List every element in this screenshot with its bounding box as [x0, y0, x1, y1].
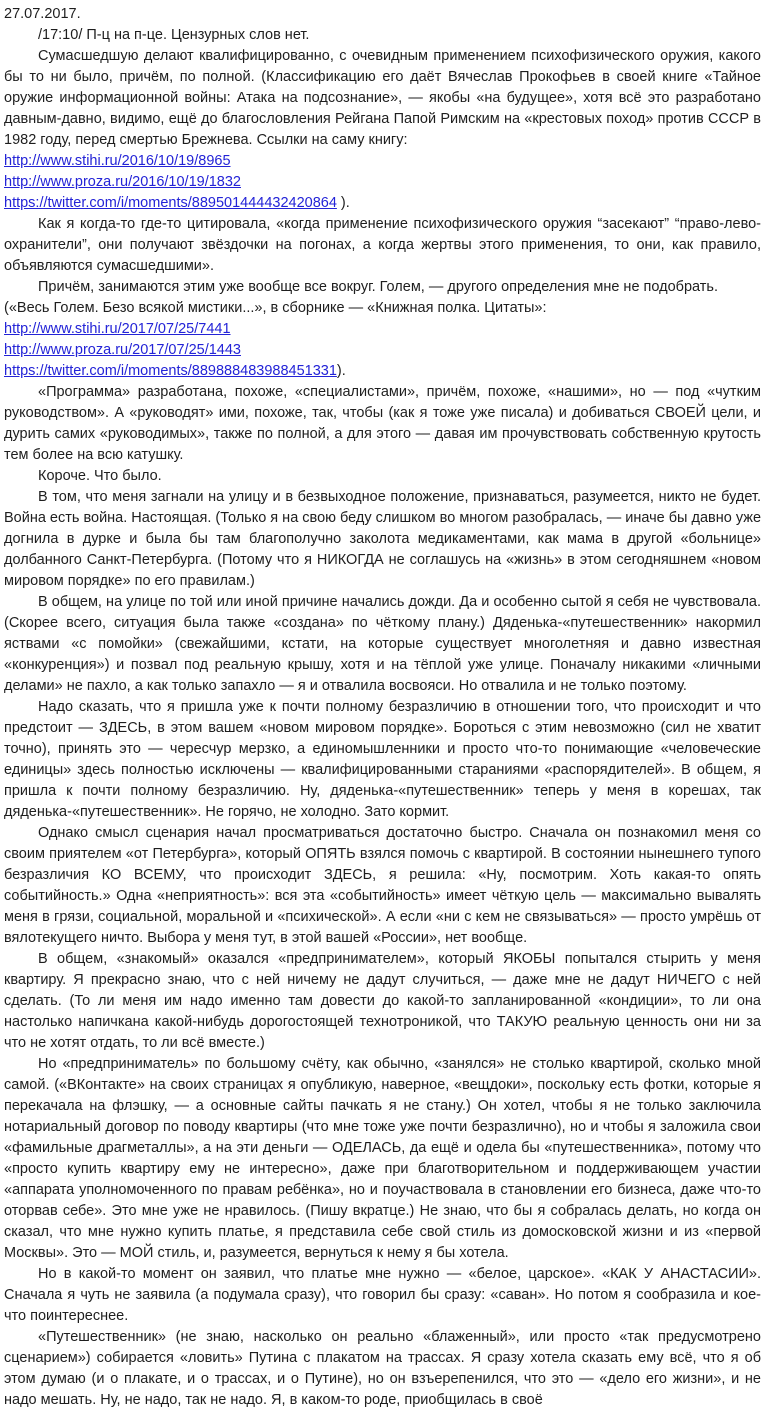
paragraph: Причём, занимаются этим уже вообще все вокруг. Голем, — другого определения мне не подобрать.: [38, 279, 718, 295]
paragraph: Надо сказать, что я пришла уже к почти полному безразличию в отношении того, что происходит и что предстоит — ЗДЕСЬ, в этом вашем «новом мировом порядке». Бороться с этим невозможно (сил не хватит точно), принять это — чересчур мерзко, а единомышленники и просто что-то понимающие «человеческие единицы» здесь полностью исключены — квалифицированными стараниями «распорядителей». В общем, я пришла к почти полному безразличию. Ну, дяденька-«путешественник» теперь у меня в корешах, так дяденька-«путешественник». Не горячо, не холодно. Зато кормит.: [4, 699, 761, 820]
link-suffix: ).: [336, 195, 350, 211]
paragraph: /17:10/ П-ц на п-це. Цензурных слов нет.: [38, 27, 310, 43]
link-line: [4, 340, 761, 361]
paragraph: В общем, «знакомый» оказался «предпринимателем», который ЯКОБЫ попытался стырить у меня квартиру. Я прекрасно знаю, что с ней ничему не дадут случиться, — даже мне не дадут НИЧЕГО с ней сделать. (То ли меня им надо именно там довести до какой-то запланированной «кондиции», то ли она настолько напичкана какой-нибудь дорогостоящей технотроникой, что ТАКУЮ реальную ценность они ни за что не хотят отдать, то ли всё вместе.): [4, 951, 761, 1051]
paragraph: «Программа» разработана, похоже, «специалистами», причём, похоже, «нашими», но — под «чутким руководством». А «руководят» ими, похоже, так, чтобы (как я тоже уже писала) и добиваться СВОЕЙ цели, и дурить самих «руководимых», также по полной, а для этого — давая им прочувствовать собственную крутость тем более на всю катушку.: [4, 384, 761, 463]
paragraph: Сумасшедшую делают квалифицированно, с очевидным применением психофизического оружия, какого бы то ни было, причём, по полной. (Классификацию его даёт Вячеслав Прокофьев в своей книге «Тайное оружие информационной войны: Атака на подсознание», — якобы «на будущее», хотя всё это разработано давным-давно, видимо, ещё до благословления Рейгана Папой Римским на «крестовых поход» против СССР в 1982 году, перед смертью Брежнева. Ссылки на саму книгу:: [4, 48, 761, 148]
hyperlink[interactable]: http://www.stihi.ru/2016/10/19/8965: [4, 153, 231, 169]
paragraph: Как я когда-то где-то цитировала, «когда применение психофизического оружия “засекают” “право-лево-охранители”, они получают звёздочки на погонах, а когда жертвы этого применения, то они, как правило, объявляются сумасшедшими».: [4, 216, 761, 274]
link-line: [4, 319, 761, 340]
link-suffix: ).: [336, 363, 346, 379]
link-line: [4, 151, 761, 172]
paragraph: В общем, на улице по той или иной причине начались дожди. Да и особенно сытой я себя не чувствовала. (Скорее всего, ситуация была также «создана» по чёткому плану.) Дяденька-«путешественник» накормил яствами «с помойки» (свежайшими, кстати, на которые существует многолетняя и давно известная «конкуренция») и позвал под реальную крышу, хотя и на тёплой уже улице. Поначалу никакими «личными делами» не пахло, а как только запахло — я и отвалила восвояси. Но отвалила и не только поэтому.: [4, 594, 761, 694]
link-line: [4, 172, 761, 193]
paragraph: Однако смысл сценария начал просматриваться достаточно быстро. Сначала он познакомил меня со своим приятелем «от Петербурга», который ОПЯТЬ взялся помочь с квартирой. В состоянии нынешнего тупого безразличия КО ВСЕМУ, что происходит ЗДЕСЬ, я решила: «Ну, посмотрим. Хоть какая-то опять событийность.» Одна «неприятность»: вся эта «событийность» имеет чёткую цель — максимально вывалять меня в грязи, социальной, моральной и «психической». А если «ни с кем не связываться» — просто умрёшь от вялотекущего ничто. Выбора у меня тут, в этой вашей «России», нет вообще.: [4, 825, 761, 946]
paragraph: «Путешественник» (не знаю, насколько он реально «блаженный», или просто «так предусмотрено сценарием») собирается «ловить» Путина с плакатом на трассах. Я сразу хотела сказать ему всё, что я об этом думаю (и о плакате, и о трассах, и о Путине), но он взъерепенился, что это — «дело его жизни», и не надо мешать. Ну, не надо, так не надо. Я, в каком-то роде, приобщилась в своё: [4, 1329, 761, 1408]
hyperlink[interactable]: http://www.proza.ru/2017/07/25/1443: [4, 342, 241, 358]
paragraph: Но в какой-то момент он заявил, что платье мне нужно — «белое, царское». «КАК У АНАСТАСИИ». Сначала я чуть не заявила (а подумала сразу), что говорил бы сразу: «саван». Но потом я сообразила и кое-что поинтереснее.: [4, 1266, 761, 1324]
paragraph: В том, что меня загнали на улицу и в безвыходное положение, признаваться, разумеется, никто не будет. Война есть война. Настоящая. (Только я на свою беду слишком во многом разобралась, — иначе бы давно уже догнила в дурке и была бы там благополучно заколота медикаментами, как мама в другой «больнице» долбанного Санкт-Петербурга. (Потому что я НИКОГДА не соглашусь на «жизнь» в этом сегодняшнем «новом мировом порядке» по его правилам.): [4, 489, 762, 589]
link-line: [4, 361, 761, 382]
hyperlink[interactable]: https://twitter.com/i/moments/889888483988451331: [4, 363, 337, 379]
paragraph: Но «предприниматель» по большому счёту, как обычно, «занялся» не столько квартирой, сколько мной самой. («ВКонтакте» на своих страницах я опубликую, наверное, «вещдоки», поскольку есть фотки, которые я перекачала на флэшку, — а основные сайты пачкать я не стану.) Он хотел, чтобы я не только заключила нотариальный договор по поводу квартиры (что мне тоже уже почти безразлично), но и чтобы я заложила свои «фамильные драгметаллы», а на эти деньги — ОДЕЛАСЬ, да ещё и одела бы «путешественника», потому что «просто купить квартиру ему не интересно», даже при благотворительном и поддерживающем участии «аппарата уполномоченного по правам ребёнка», но и поучаствовала в становлении его бизнеса, даже что-то оторвав себе». Это мне уже не нравилось. (Пишу вкратце.) Не знаю, что бы я собралась делать, но когда он сказал, что мне нужно купить платье, я представила себе свой стиль из домосковской жизни и из «первой Москвы». Это — МОЙ стиль, и, разумеется, вернуться к нему я бы хотела.: [4, 1056, 761, 1261]
paragraph: 27.07.2017.: [4, 6, 81, 22]
paragraph: Короче. Что было.: [38, 468, 162, 484]
hyperlink[interactable]: http://www.proza.ru/2016/10/19/1832: [4, 174, 241, 190]
hyperlink[interactable]: https://twitter.com/i/moments/889501444432420864: [4, 195, 337, 211]
link-line: [4, 193, 761, 214]
paragraph: («Весь Голем. Безо всякой мистики...», в сборнике — «Книжная полка. Цитаты»:: [4, 300, 547, 316]
hyperlink[interactable]: http://www.stihi.ru/2017/07/25/7441: [4, 321, 231, 337]
